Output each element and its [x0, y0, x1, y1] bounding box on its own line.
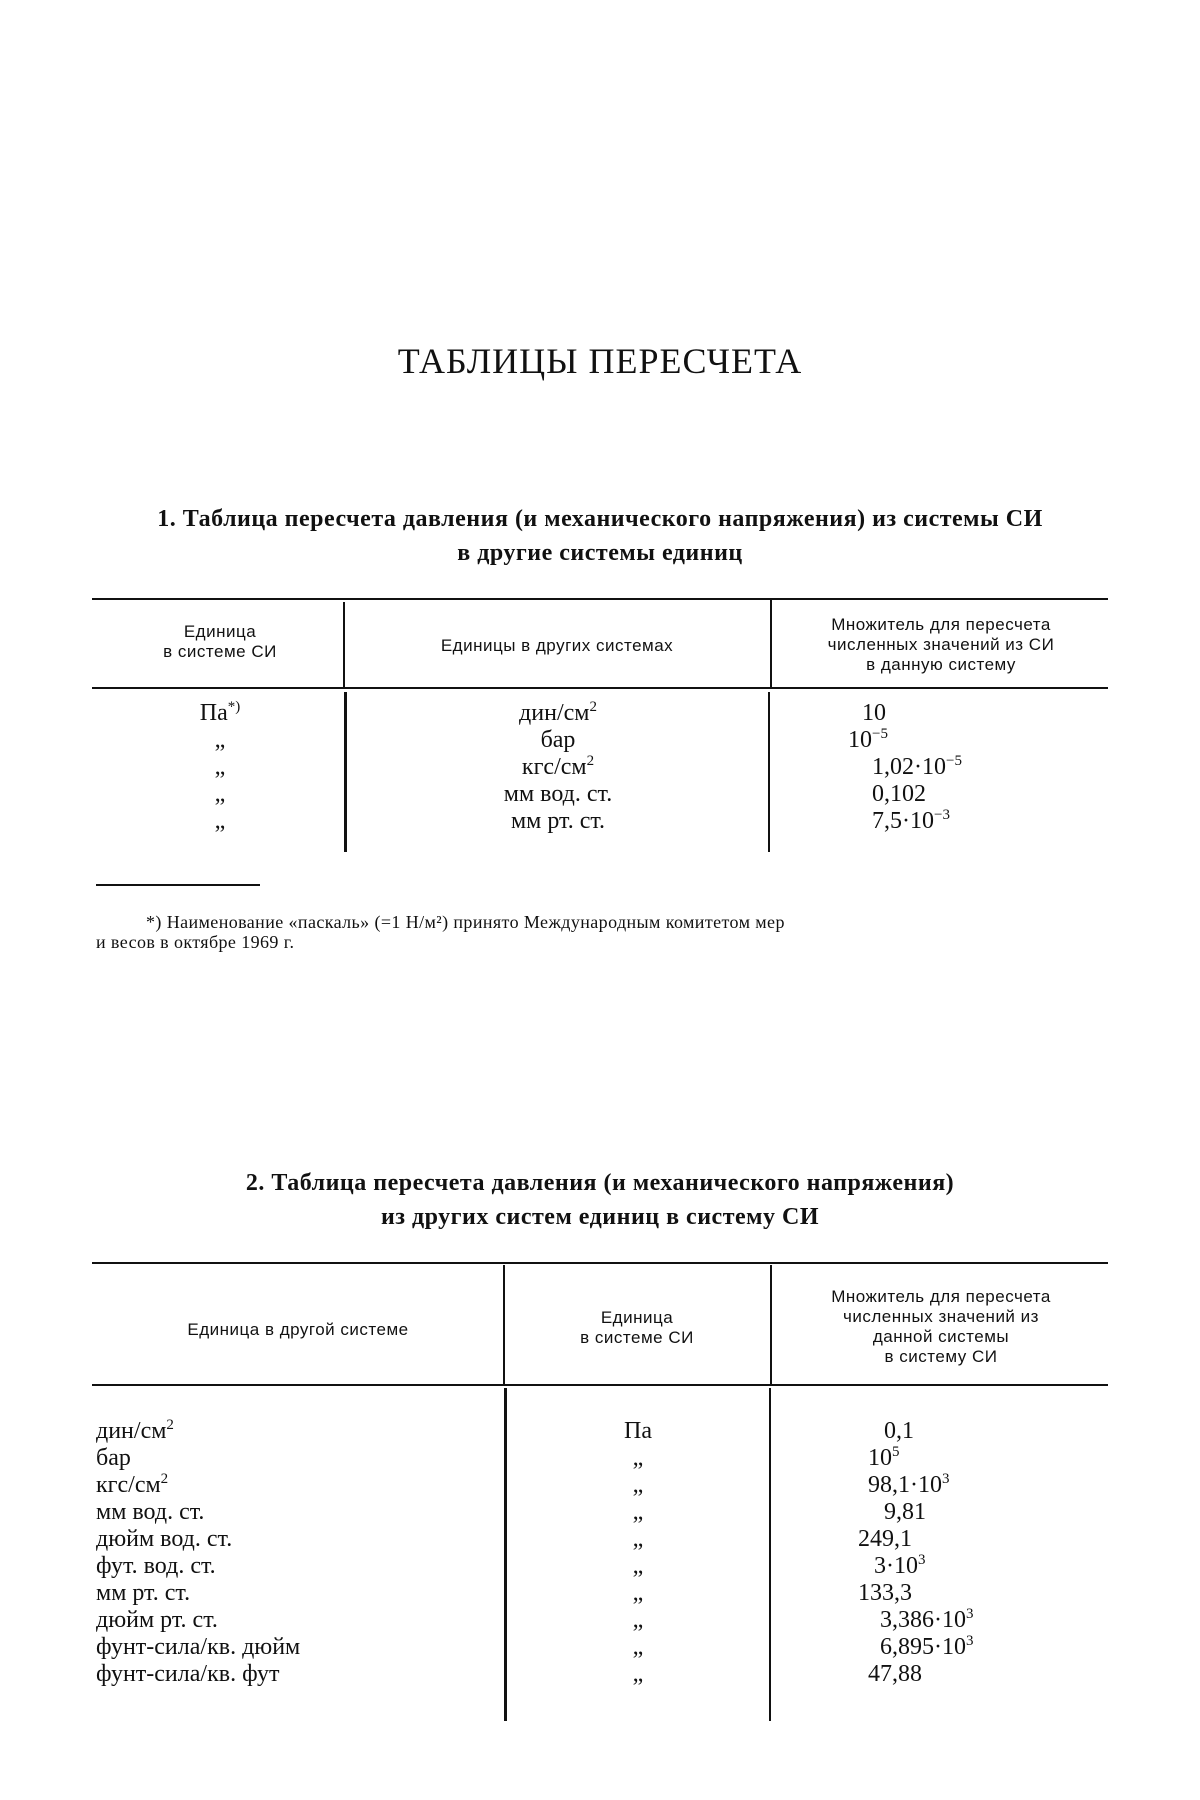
- table2-header-col3-line3: данной системы: [872, 1327, 1010, 1346]
- table2-other-unit-cell-text: мм вод. ст.: [96, 1499, 205, 1525]
- table1-si-unit-cell: [100, 781, 340, 808]
- table2-other-unit-cell-text: бар: [96, 1445, 131, 1471]
- table2-factor-cell-text: 6,895·10: [880, 1634, 966, 1660]
- table2-si-unit-cell: [510, 1661, 766, 1688]
- table2-other-unit-cell: [96, 1634, 300, 1661]
- table2-other-unit-cell-exponent: 2: [160, 1471, 169, 1487]
- table1-si-unit-cell-text: „: [214, 808, 226, 834]
- table2-factor-cell: [880, 1634, 974, 1661]
- table2-si-unit-cell-text: „: [632, 1634, 644, 1660]
- table1-factor-cell-text: 1,02·10: [872, 754, 946, 780]
- table2-factor-cell-text: 98,1·10: [868, 1472, 942, 1498]
- table2-factor-cell-text: 0,1: [884, 1418, 914, 1444]
- table2-header-col2-line1: Единица: [600, 1308, 674, 1327]
- table1-top-rule: [92, 598, 1108, 600]
- table1-other-unit-cell: [350, 808, 766, 835]
- table1-si-unit-cell: [100, 754, 340, 781]
- table1-other-unit-cell: [350, 754, 766, 781]
- table2-factor-cell-exponent: 3: [966, 1633, 974, 1649]
- table2-other-unit-cell: [96, 1580, 190, 1607]
- table2-other-unit-cell: [96, 1418, 174, 1445]
- table1-header-divider-1: [343, 602, 345, 687]
- table2-factor-cell: [858, 1580, 912, 1607]
- table2-factor-cell: [884, 1418, 914, 1445]
- table2-factor-cell: [874, 1553, 926, 1580]
- table2-body-divider-1: [504, 1388, 507, 1721]
- table1-factor-cell-text: 10: [848, 727, 872, 753]
- table2-factor-cell-exponent: 5: [892, 1444, 900, 1460]
- table2-header-other-unit: Единица в другой системе: [187, 1320, 409, 1339]
- table1-other-unit-cell-exponent: 2: [589, 699, 597, 715]
- table1-factor-cell-text: 7,5·10: [872, 808, 934, 834]
- table2-factor-cell-text: 133,3: [858, 1580, 912, 1606]
- table1-si-unit-cell-exponent: *): [227, 699, 241, 715]
- table2-si-unit-cell-text: „: [632, 1445, 644, 1471]
- table2-other-unit-cell: [96, 1499, 204, 1526]
- table2-other-unit-cell: [96, 1526, 232, 1553]
- table2-other-unit-cell-text: кгс/см: [96, 1472, 161, 1498]
- table1-other-unit-cell: [350, 700, 766, 727]
- table1-other-unit-cell-text: мм рт. ст.: [510, 808, 606, 834]
- table2-top-rule: [92, 1262, 1108, 1264]
- table1-factor-cell-exponent: −5: [946, 753, 962, 769]
- table2-other-unit-cell-text: дюйм рт. ст.: [96, 1607, 218, 1633]
- table2-factor-cell: [880, 1607, 974, 1634]
- table2-si-unit-cell: [510, 1634, 766, 1661]
- table2-si-unit-cell-text: „: [632, 1661, 644, 1687]
- table2-factor-cell-text: 9,81: [884, 1499, 926, 1525]
- table1-factor-cell-exponent: −5: [872, 726, 888, 742]
- table2-other-unit-cell-exponent: 2: [166, 1417, 174, 1433]
- table2-factor-cell-text: 3·10: [874, 1553, 918, 1579]
- footnote-line2: и весов в октябре 1969 г.: [96, 932, 295, 952]
- table2-si-unit-cell-text: „: [632, 1580, 644, 1606]
- table1-header-col3-line3: в данную систему: [866, 655, 1016, 674]
- table2-si-unit-cell-text: „: [632, 1553, 644, 1579]
- table1-si-unit-cell: [100, 700, 340, 727]
- footnote: [96, 912, 1106, 952]
- table2-factor-cell-exponent: 3: [966, 1606, 974, 1622]
- table2-si-unit-cell: [510, 1607, 766, 1634]
- table2-other-unit-cell-text: мм рт. ст.: [96, 1580, 191, 1606]
- table1-factor-cell: [862, 700, 886, 727]
- table2-factor-cell: [868, 1472, 950, 1499]
- table2-header-factor: [774, 1287, 1108, 1367]
- table1-si-unit-cell-text: „: [214, 754, 226, 780]
- table1-header-col3-line2: численных значений из СИ: [827, 635, 1055, 654]
- table2-si-unit-cell-text: Па: [624, 1418, 652, 1444]
- table2-si-unit-cell: [510, 1418, 766, 1445]
- table2-factor-cell-text: 10: [868, 1445, 892, 1471]
- table2-title-line2: из других систем единиц в систему СИ: [381, 1204, 819, 1230]
- table2-si-unit-cell: [510, 1580, 766, 1607]
- table2-other-unit-cell: [96, 1607, 218, 1634]
- table1-other-unit-cell: [350, 781, 766, 808]
- table1-title: [80, 502, 1120, 570]
- table1-header-col3-line1: Множитель для пересчета: [831, 615, 1051, 634]
- table1-body-divider-1: [344, 692, 347, 852]
- table2-other-unit-cell: [96, 1553, 216, 1580]
- table2-other-unit-cell-text: дин/см: [96, 1418, 167, 1444]
- table1-si-unit-cell: [100, 808, 340, 835]
- table1-header-rule: [92, 687, 1108, 689]
- table2-title: [80, 1166, 1120, 1234]
- table1-header-other-units: Единицы в других системах: [440, 636, 674, 655]
- table1-other-unit-cell-text: кгс/см: [521, 754, 587, 780]
- table2-header-divider-1: [503, 1265, 505, 1384]
- table2-other-unit-cell-text: дюйм вод. ст.: [96, 1526, 233, 1552]
- table2-other-unit-cell: [96, 1472, 168, 1499]
- table1-factor-cell-text: 0,102: [872, 781, 926, 807]
- table2-si-unit-cell: [510, 1553, 766, 1580]
- table2-title-line1: 2. Таблица пересчета давления (и механического напряжения): [245, 1170, 955, 1196]
- table2-header-col2-line2: в системе СИ: [580, 1328, 694, 1347]
- table1-title-line1: 1. Таблица пересчета давления (и механического напряжения) из системы СИ: [157, 506, 1043, 532]
- table1-factor-cell: [848, 727, 888, 754]
- table1-other-unit-cell-text: дин/см: [519, 700, 590, 726]
- table2-factor-cell-exponent: 3: [918, 1552, 926, 1568]
- table2-factor-cell-exponent: 3: [942, 1471, 950, 1487]
- table2-factor-cell: [868, 1661, 922, 1688]
- table1-si-unit-cell-text: „: [214, 781, 226, 807]
- table2-si-unit-cell-text: „: [632, 1526, 644, 1552]
- table1-header-divider-2: [770, 600, 772, 687]
- table1-factor-cell-exponent: −3: [934, 807, 950, 823]
- table2-factor-cell-text: 47,88: [868, 1661, 922, 1687]
- table2-factor-cell: [884, 1499, 926, 1526]
- page-title: ТАБЛИЦЫ ПЕРЕСЧЕТА: [397, 341, 803, 381]
- table1-other-unit-cell-text: мм вод. ст.: [503, 781, 613, 807]
- table2-si-unit-cell: [510, 1445, 766, 1472]
- table2-factor-cell: [868, 1445, 900, 1472]
- table1-title-line2: в другие системы единиц: [457, 540, 743, 566]
- table1-header-si-unit: [100, 622, 340, 662]
- table1-factor-cell-text: 10: [862, 700, 886, 726]
- table2-factor-cell: [858, 1526, 912, 1553]
- table2-si-unit-cell: [510, 1526, 766, 1553]
- table2-factor-cell-text: 249,1: [858, 1526, 912, 1552]
- table2-other-unit-cell: [96, 1661, 280, 1688]
- table1-factor-cell: [872, 781, 926, 808]
- table1-factor-cell: [872, 754, 962, 781]
- table2-si-unit-cell-text: „: [632, 1607, 644, 1633]
- table2-body-divider-2: [769, 1388, 771, 1721]
- table1-header-col1-line1: Единица: [183, 622, 257, 641]
- table2-header-rule: [92, 1384, 1108, 1386]
- table2-si-unit-cell-text: „: [632, 1499, 644, 1525]
- table2-other-unit-cell-text: фут. вод. ст.: [96, 1553, 216, 1579]
- table1-other-unit-cell-exponent: 2: [586, 753, 595, 769]
- table2-header-si-unit: [506, 1308, 768, 1348]
- table1-other-unit-cell: [350, 727, 766, 754]
- table1-other-unit-cell-text: бар: [540, 727, 576, 753]
- table2-other-unit-cell-text: фунт-сила/кв. дюйм: [96, 1634, 301, 1660]
- table2-si-unit-cell: [510, 1472, 766, 1499]
- table2-si-unit-cell-text: „: [632, 1472, 644, 1498]
- table1-factor-cell: [872, 808, 950, 835]
- table1-header-col1-line2: в системе СИ: [163, 642, 277, 661]
- table1-si-unit-cell-text: „: [214, 727, 226, 753]
- footnote-rule: [96, 884, 260, 886]
- footnote-line1: *) Наименование «паскаль» (=1 Н/м²) принято Международным комитетом мер: [146, 912, 785, 932]
- table2-factor-cell-text: 3,386·10: [880, 1607, 966, 1633]
- table1-si-unit-cell-text: Па: [199, 700, 228, 726]
- table1-si-unit-cell: [100, 727, 340, 754]
- table2-si-unit-cell: [510, 1499, 766, 1526]
- table2-header-col3-line4: в систему СИ: [884, 1347, 998, 1366]
- table1-body-divider-2: [768, 692, 770, 852]
- table2-header-col3-line1: Множитель для пересчета: [831, 1287, 1051, 1306]
- table2-other-unit-cell-text: фунт-сила/кв. фут: [96, 1661, 280, 1687]
- table2-other-unit-cell: [96, 1445, 131, 1472]
- table2-header-divider-2: [770, 1265, 772, 1384]
- table2-header-col3-line2: численных значений из: [843, 1307, 1039, 1326]
- table1-header-factor: [774, 615, 1108, 675]
